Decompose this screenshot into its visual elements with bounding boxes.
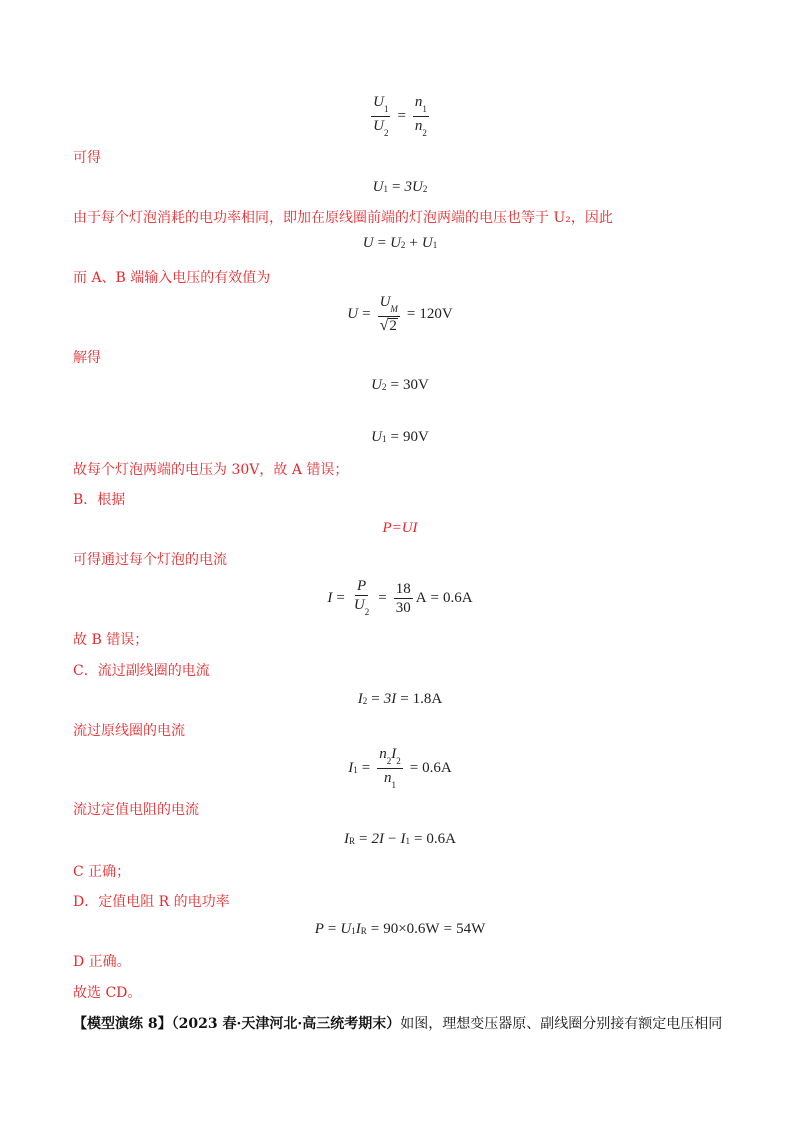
subscript: M: [390, 304, 398, 314]
operator: =: [362, 305, 371, 322]
value: 120V: [419, 305, 453, 322]
subscript: 2: [396, 755, 401, 766]
symbol: 3U: [404, 178, 423, 195]
subscript: R: [348, 836, 355, 846]
symbol: I: [357, 690, 363, 707]
symbol: 2I: [371, 830, 384, 847]
fraction-p-u2: [352, 578, 371, 618]
radicand: 2: [389, 318, 397, 334]
subscript: 1: [432, 240, 438, 250]
text-ab-input: 而 A、B 端输入电压的有效值为: [73, 270, 271, 286]
subscript: 1: [353, 765, 358, 775]
operator: =: [327, 920, 337, 937]
operator: =: [377, 234, 387, 251]
symbol: U: [379, 294, 391, 310]
operator: =: [361, 759, 371, 776]
subscript: 1: [391, 779, 396, 790]
subscript: 2: [362, 696, 368, 706]
subscript: 1: [382, 434, 387, 444]
denominator: 30: [395, 599, 411, 616]
operator: =: [397, 107, 406, 124]
text-primary-current: 流过原线圈的电流: [73, 723, 185, 739]
equation-effective-voltage: [0, 292, 800, 336]
symbol: n: [383, 769, 392, 786]
operator: =: [400, 690, 409, 707]
equation-power: [0, 918, 800, 940]
symbol: U: [372, 178, 384, 195]
text-option-d: D．定值电阻 R 的电功率: [73, 894, 230, 910]
symbol: P: [314, 920, 324, 937]
symbol: I: [343, 830, 349, 847]
symbol: n: [414, 93, 423, 110]
value: 0.6A: [426, 830, 456, 847]
value: 90×0.6W: [383, 920, 440, 937]
symbol: U: [371, 428, 383, 445]
symbol: U: [362, 234, 374, 251]
numerator: 18: [395, 580, 411, 597]
symbol: I: [355, 920, 361, 937]
symbol: U: [353, 597, 365, 613]
operator: =: [371, 690, 380, 707]
symbol: n: [414, 117, 423, 134]
symbol: n: [379, 745, 387, 762]
operator: −: [387, 830, 397, 847]
symbol: U: [421, 234, 433, 251]
formula-text: P=UI: [382, 519, 418, 536]
operator: =: [443, 920, 453, 937]
operator: =: [370, 920, 380, 937]
equation-ir: [0, 828, 800, 850]
operator: =: [378, 589, 387, 606]
text-jiede: 解得: [73, 350, 101, 366]
equation-i2: [0, 688, 800, 710]
unit: A: [415, 589, 427, 606]
equation-voltage-ratio: [0, 94, 800, 138]
operator: =: [336, 589, 345, 606]
equation-bulb-current: [0, 576, 800, 620]
symbol: U: [371, 376, 383, 393]
operator: =: [390, 428, 399, 445]
subscript: 1: [383, 103, 389, 114]
text-conclusion-d: D 正确。: [73, 954, 131, 970]
subscript: R: [360, 926, 367, 936]
subscript: 1: [405, 836, 410, 846]
subscript: 1: [351, 926, 356, 936]
symbol: U: [340, 920, 352, 937]
value: 0.6A: [422, 759, 452, 776]
symbol: I: [348, 759, 354, 776]
fraction-n2i2-n1: [377, 746, 403, 791]
equation-u2-30v: [0, 374, 800, 396]
symbol: I: [327, 589, 333, 606]
text-conclusion-a: 故每个灯泡两端的电压为 30V，故 A 错误；: [73, 462, 349, 478]
operator: =: [413, 830, 423, 847]
problem-source: （2023 春·天津河北·高三统考期末）: [171, 1016, 401, 1032]
symbol: 3I: [383, 690, 397, 707]
operator: =: [430, 589, 439, 606]
subscript: 1: [422, 103, 427, 114]
equation-i1: [0, 746, 800, 790]
equation-p-ui: [0, 517, 800, 539]
subscript: 2: [422, 184, 428, 194]
subscript: 2: [382, 382, 387, 392]
text-current-each-bulb: 可得通过每个灯泡的电流: [73, 552, 227, 568]
value: 30V: [402, 376, 429, 393]
symbol: U: [373, 93, 384, 110]
sqrt: [380, 318, 398, 334]
fraction-u1-u2: [371, 94, 390, 139]
symbol: U: [347, 305, 359, 322]
subscript: 2: [422, 127, 427, 138]
problem-text: 如图，理想变压器原、副线圈分别接有额定电压相同: [400, 1016, 723, 1032]
value: 1.8A: [412, 690, 443, 707]
subscript: 2: [400, 240, 406, 250]
symbol: P: [356, 578, 367, 594]
text-kede: 可得: [73, 150, 101, 166]
operator: =: [390, 376, 399, 393]
symbol: U: [373, 117, 384, 134]
text-since: 由于每个灯泡消耗的电功率相同，即加在原线圈前端的灯泡两端的电压也等于 U₂，因此: [73, 210, 613, 226]
fraction-um-sqrt2: [378, 294, 400, 334]
operator: =: [392, 178, 401, 195]
value: 0.6A: [443, 589, 473, 606]
fraction-18-30: [394, 581, 413, 616]
subscript: 1: [383, 184, 389, 194]
value: 54W: [456, 920, 486, 937]
problem-tag: 【模型演练 8】: [73, 1016, 172, 1032]
subscript: 2: [383, 127, 389, 138]
operator: =: [406, 305, 416, 322]
operator: =: [409, 759, 419, 776]
operator: +: [409, 234, 418, 251]
text-option-b: B．根据: [73, 492, 126, 508]
symbol: I: [391, 745, 397, 762]
equation-u1-90v: [0, 426, 800, 448]
symbol: I: [400, 830, 406, 847]
fraction-n1-n2: [413, 94, 429, 139]
text-resistor-current: 流过定值电阻的电流: [73, 802, 199, 818]
subscript: 2: [364, 607, 370, 617]
next-problem-line: [73, 1014, 722, 1034]
text-answer: 故选 CD。: [73, 985, 142, 1001]
equation-u-sum: [0, 232, 800, 254]
equation-u1-3u2: [0, 176, 800, 198]
text-option-c: C．流过副线圈的电流: [73, 663, 210, 679]
radical-sign: √: [379, 317, 389, 334]
symbol: U: [390, 234, 401, 251]
operator: =: [359, 830, 368, 847]
text-conclusion-c: C 正确；: [73, 864, 131, 880]
subscript: 2: [386, 755, 392, 766]
value: 90V: [402, 428, 429, 445]
text-conclusion-b: 故 B 错误；: [73, 632, 149, 648]
